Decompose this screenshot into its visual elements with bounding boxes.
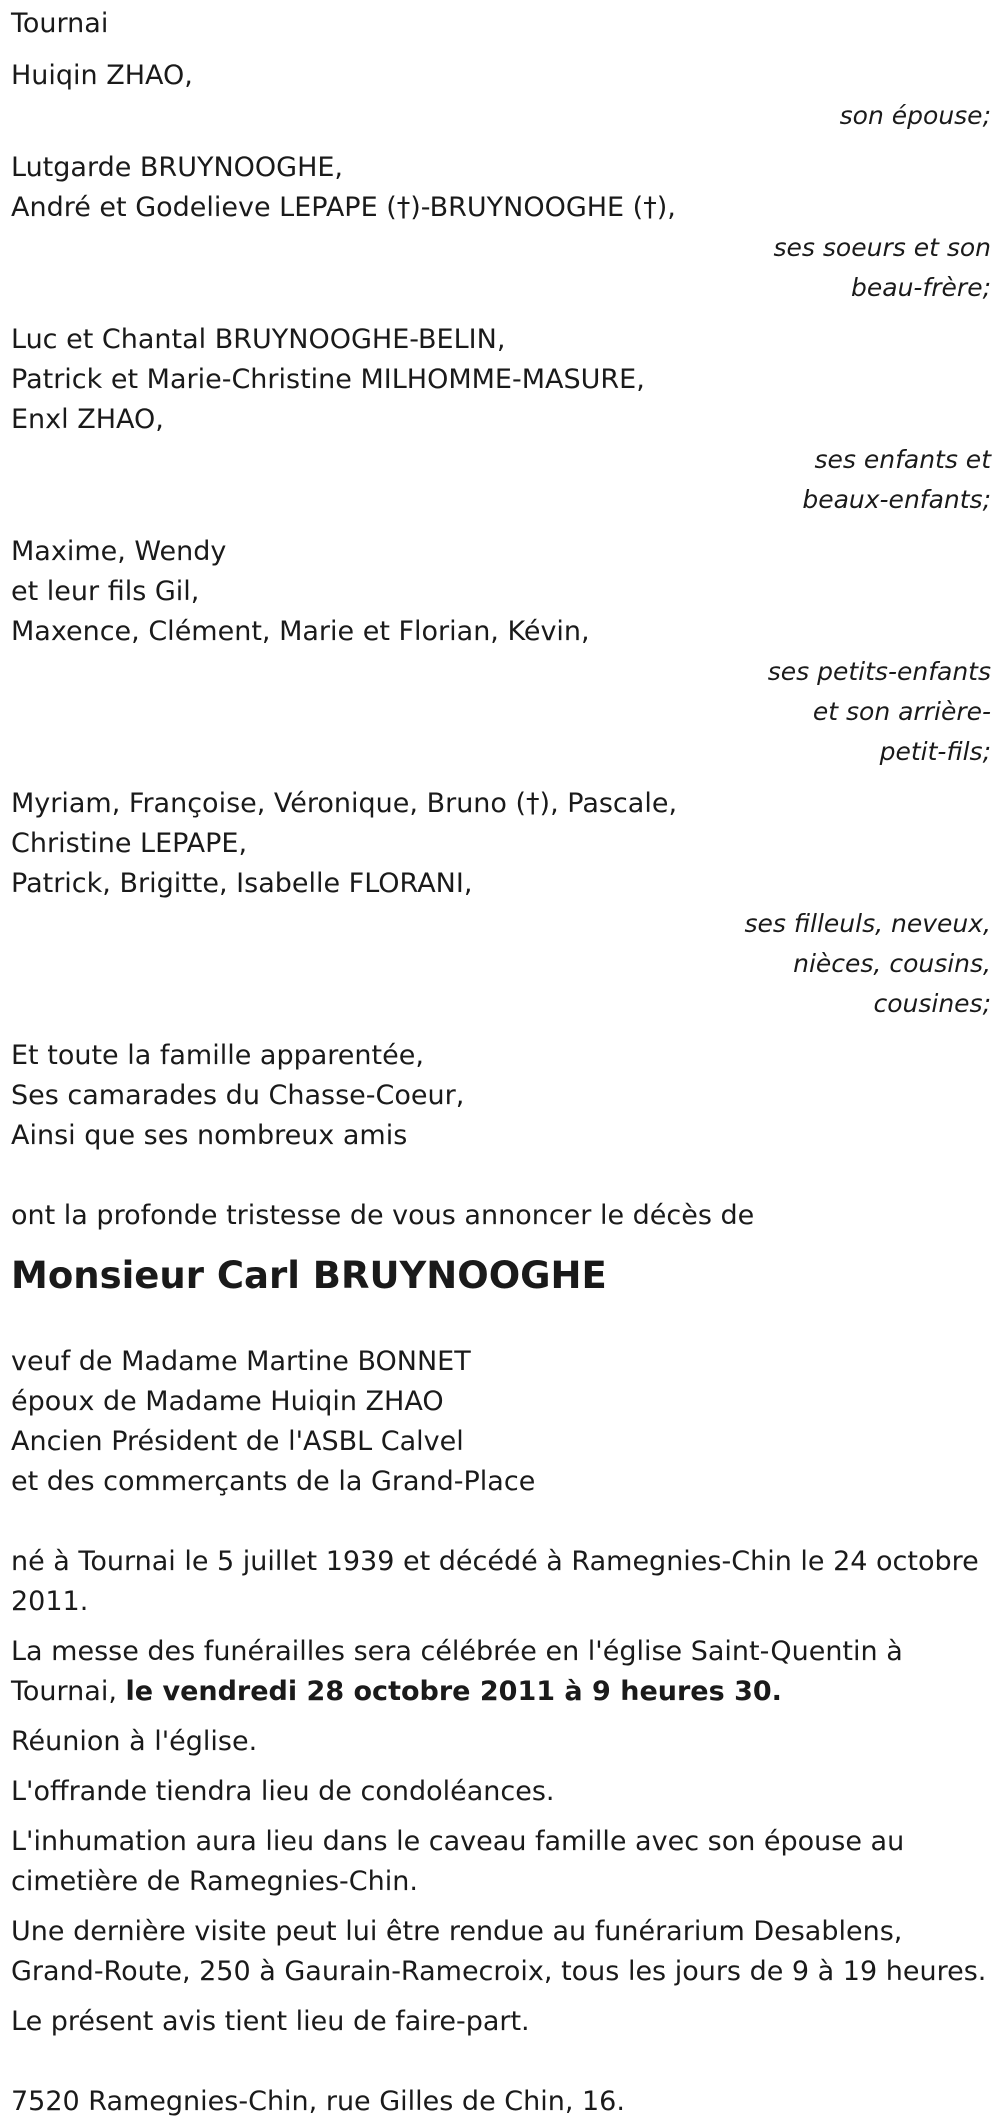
title-line: époux de Madame Huiqin ZHAO [11, 1386, 444, 1417]
family-name-line: Lutgarde BRUYNOOGHE, [11, 152, 344, 183]
relation-line: nièces, cousins, [793, 949, 991, 978]
announcement-text: ont la profonde tristesse de vous annoncer le décès de [11, 1200, 755, 1231]
mass-date: le vendredi 28 octobre 2011 à 9 heures 30. [125, 1676, 782, 1707]
family-name-line: Myriam, Françoise, Véronique, Bruno (†), Pascale, [11, 788, 678, 819]
birth-death-paragraph: né à Tournai le 5 juillet 1939 et décédé à Ramegnies-Chin le 24 octobre 2011. [11, 1546, 979, 1617]
family-group [11, 320, 991, 520]
family-name-line: et leur fils Gil, [11, 576, 200, 607]
notice-paragraph: Le présent avis tient lieu de faire-part. [11, 2006, 530, 2037]
offering-paragraph: L'offrande tiendra lieu de condoléances. [11, 1776, 555, 1807]
family-name-line: Luc et Chantal BRUYNOOGHE-BELIN, [11, 324, 506, 355]
closing-line: Ainsi que ses nombreux amis [11, 1120, 408, 1151]
deceased-name: Monsieur Carl BRUYNOOGHE [11, 1254, 607, 1297]
family-name-line: Huiqin ZHAO, [11, 60, 193, 91]
family-group [11, 56, 991, 136]
relation-line: ses enfants et [814, 445, 991, 474]
family-name-line: Maxime, Wendy [11, 536, 227, 567]
family-name-line: André et Godelieve LEPAPE (†)-BRUYNOOGHE (†), [11, 192, 676, 223]
family-name-line: Patrick, Brigitte, Isabelle FLORANI, [11, 868, 473, 899]
mass-text: La messe des funérailles sera célébrée en l'église Saint-Quentin à Tournai, [11, 1636, 903, 1707]
relation-line: ses filleuls, neveux, [744, 909, 991, 938]
family-name-line: Enxl ZHAO, [11, 404, 164, 435]
relation-line: et son arrière- [812, 697, 991, 726]
family-group [11, 532, 991, 772]
relation-line: ses soeurs et son [773, 233, 991, 262]
title-line: Ancien Président de l'ASBL Calvel [11, 1426, 464, 1457]
family-name-line: Patrick et Marie-Christine MILHOMME-MASURE, [11, 364, 645, 395]
family-name-line: Maxence, Clément, Marie et Florian, Kévin, [11, 616, 590, 647]
closing-line: Ses camarades du Chasse-Coeur, [11, 1080, 465, 1111]
family-name-line: Christine LEPAPE, [11, 828, 248, 859]
family-group [11, 148, 991, 308]
deceased-titles [11, 1342, 991, 1502]
address-line: 7520 Ramegnies-Chin, rue Gilles de Chin, 16. [11, 2086, 625, 2117]
family-group [11, 784, 991, 1024]
relation-line: cousines; [873, 989, 991, 1018]
closing-line: Et toute la famille apparentée, [11, 1040, 424, 1071]
relation-line: beaux-enfants; [802, 485, 991, 514]
relation-line: ses petits-enfants [767, 657, 991, 686]
mass-paragraph [11, 1632, 996, 1712]
visit-paragraph: Une dernière visite peut lui être rendue au funérarium Desablens, Grand-Route, 250 à Gaurain-Ramecroix, tous les jours de 9 à 19 heures. [11, 1916, 987, 1987]
city-heading: Tournai [11, 8, 109, 39]
meeting-paragraph: Réunion à l'église. [11, 1726, 258, 1757]
family-closing [11, 1036, 991, 1156]
relation-line: beau-frère; [851, 273, 991, 302]
relation-line: son épouse; [839, 101, 991, 130]
title-line: et des commerçants de la Grand-Place [11, 1466, 536, 1497]
relation-line: petit-fils; [879, 737, 991, 766]
burial-paragraph: L'inhumation aura lieu dans le caveau famille avec son épouse au cimetière de Ramegnies-Chin. [11, 1826, 905, 1897]
obituary-notice [11, 4, 991, 2122]
title-line: veuf de Madame Martine BONNET [11, 1346, 471, 1377]
